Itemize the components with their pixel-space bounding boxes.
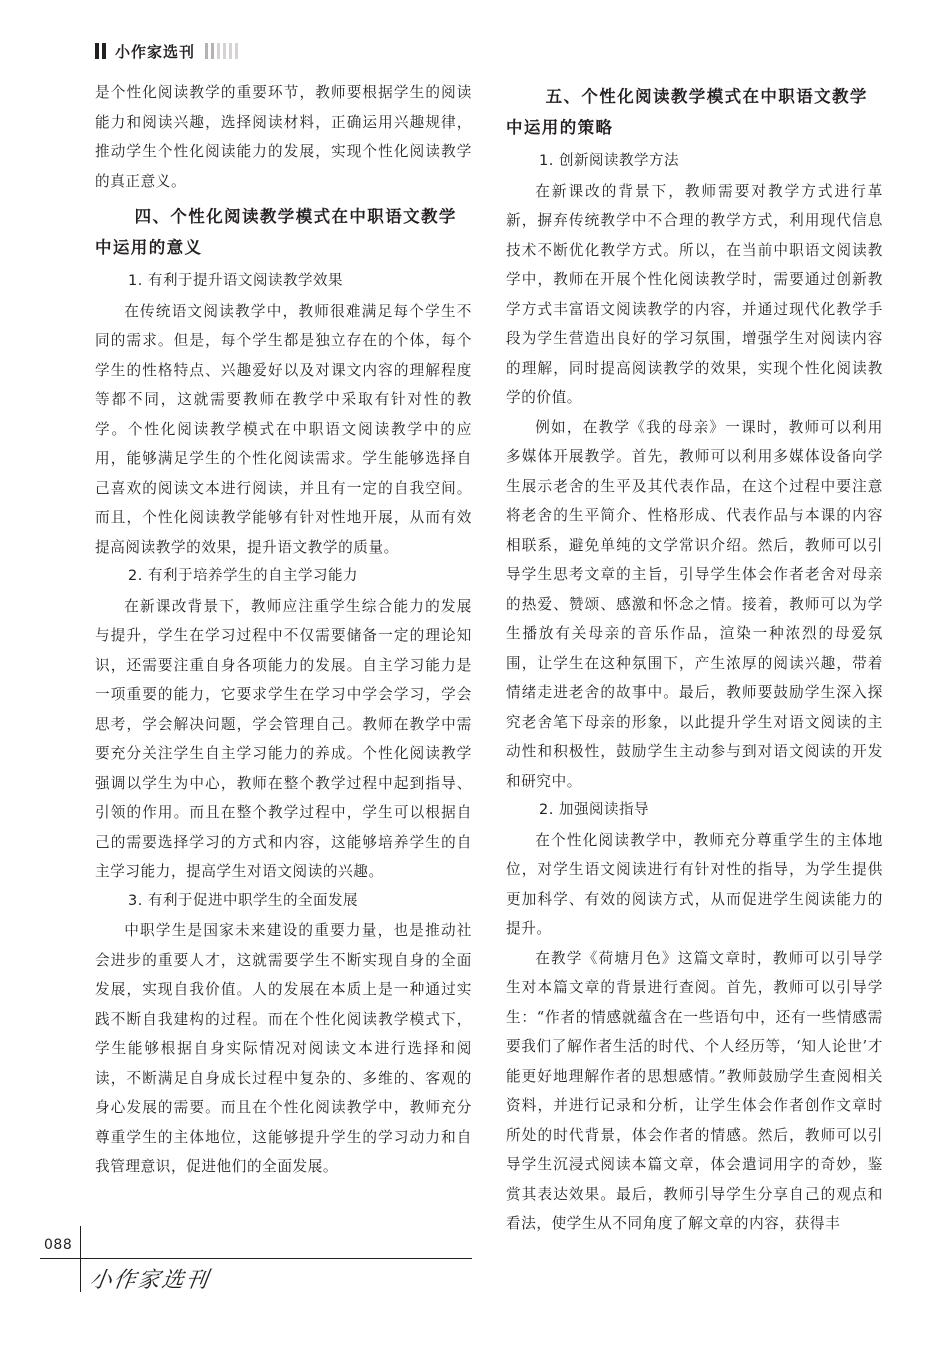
page-number: 088 bbox=[44, 1237, 73, 1253]
journal-logo: 小作家选刊 bbox=[87, 1268, 212, 1293]
subsection-2-heading: 2. 有利于培养学生的自主学习能力 bbox=[128, 568, 358, 584]
strategy-1-paragraph-2: 例如，在教学《我的母亲》一课时，教师可以利用多媒体开展教学。首先，教师可以利用多媒体设备向学生展示老舍的生平及其代表作品，在这个过程中要注意将老舍的生平简介、性格形成、代表作品与本课的内容相联系，避免单纯的文学常识介绍。然后，教师可以引导学生思考文章的主旨，引导学生体会作者老舍对母亲的热爱、赞颂、感激和怀念之情。接着，教师可以为学生播放有关母亲的音乐作品，渲染一种浓烈的母爱氛围，让学生在这种氛围下，产生浓厚的阅读兴趣，带着情绪走进老舍的故事中。最后，教师要鼓励学生深入探究老舍笔下母亲的形象，以此提升学生对语文阅读的主动性和积极性，鼓励学生主动参与到对语文阅读的开发和研究中。 bbox=[506, 418, 883, 790]
header-bars-left bbox=[95, 43, 109, 59]
footer-vertical-rule bbox=[80, 1226, 81, 1292]
right-column bbox=[506, 76, 883, 1239]
section-4-heading: 四、个性化阅读教学模式在中职语文教学中运用的意义 bbox=[95, 207, 457, 257]
footer-rule bbox=[40, 1258, 472, 1259]
header-bars-right bbox=[205, 43, 241, 59]
strategy-2-heading: 2. 加强阅读指导 bbox=[539, 802, 649, 818]
running-header bbox=[95, 40, 241, 62]
subsection-1-paragraph: 在传统语文阅读教学中，教师很难满足每个学生不同的需求。但是，每个学生都是独立存在的个体，每个学生的性格特点、兴趣爱好以及对课文内容的理解程度等都不同，这就需要教师在教学中采取有针对性的教学。个性化阅读教学模式在中职语文阅读教学中的应用，能够满足学生的个性化阅读需求。学生能够选择自己喜欢的阅读文本进行阅读，并且有一定的自我空间。而且，个性化阅读教学能够有针对性地开展，从而有效提高阅读教学的效果，提升语文教学的质量。 bbox=[95, 302, 472, 556]
left-column bbox=[95, 78, 472, 1182]
strategy-2-paragraph-1: 在个性化阅读教学中，教师充分尊重学生的主体地位，对学生语文阅读进行有针对性的指导，为学生提供更加科学、有效的阅读方式，从而促进学生阅读能力的提升。 bbox=[506, 831, 883, 937]
subsection-1-heading: 1. 有利于提升语文阅读教学效果 bbox=[128, 273, 343, 289]
strategy-1-heading: 1. 创新阅读教学方法 bbox=[539, 153, 679, 169]
strategy-1-paragraph-1: 在新课改的背景下，教师需要对教学方式进行革新，摒弃传统教学中不合理的教学方式，利用现代信息技术不断优化教学方式。所以，在当前中职语文阅读教学中，教师在开展个性化阅读教学时，需要通过创新教学方式丰富语文阅读教学的内容，并通过现代化教学手段为学生营造出良好的学习氛围，增强学生对阅读内容的理解，同时提高阅读教学的效果，实现个性化阅读教学的价值。 bbox=[506, 182, 883, 406]
subsection-3-paragraph: 中职学生是国家未来建设的重要力量，也是推动社会进步的重要人才，这就需要学生不断实现自身的全面发展，实现自我价值。人的发展在本质上是一种通过实践不断自我建构的过程。而在个性化阅读教学模式下，学生能够根据自身实际情况对阅读文本进行选择和阅读，不断满足自身成长过程中复杂的、多维的、客观的身心发展的需要。而且在个性化阅读教学中，教师充分尊重学生的主体地位，这能够提升学生的学习动力和自我管理意识，促进他们的全面发展。 bbox=[95, 922, 472, 1175]
intro-paragraph: 是个性化阅读教学的重要环节，教师要根据学生的阅读能力和阅读兴趣，选择阅读材料，正确运用兴趣规律，推动学生个性化阅读能力的发展，实现个性化阅读教学的真正意义。 bbox=[95, 84, 472, 190]
subsection-2-paragraph: 在新课改背景下，教师应注重学生综合能力的发展与提升，学生在学习过程中不仅需要储备一定的理论知识，还需要注重自身各项能力的发展。自主学习能力是一项重要的能力，它要求学生在学习中学会学习，学会思考，学会解决问题，学会管理自己。教师在教学中需要充分关注学生自主学习能力的养成。个性化阅读教学强调以学生为中心，教师在整个教学过程中起到指导、引领的作用。而且在整个教学过程中，学生可以根据自己的需要选择学习的方式和内容，这能够培养学生的自主学习能力，提高学生对语文阅读的兴趣。 bbox=[95, 597, 472, 880]
strategy-2-paragraph-2: 在教学《荷塘月色》这篇文章时，教师可以引导学生对本篇文章的背景进行查阅。首先，教师可以引导学生：“作者的情感就蕴含在一些语句中，还有一些情感需要我们了解作者生活的时代、个人经历等，‘知人论世’才能更好地理解作者的思想感情。”教师鼓励学生查阅相关资料，并进行记录和分析，让学生体会作者创作文章时所处的时代背景，体会作者的情感。然后，教师可以引导学生沉浸式阅读本篇文章，体会遣词用字的奇妙，鉴赏其表达效果。最后，教师引导学生分享自己的观点和看法，使学生从不同角度了解文章的内容，获得丰 bbox=[506, 949, 883, 1232]
journal-title: 小作家选刊 bbox=[115, 42, 196, 61]
subsection-3-heading: 3. 有利于促进中职学生的全面发展 bbox=[128, 892, 358, 909]
section-5-heading: 五、个性化阅读教学模式在中职语文教学中运用的策略 bbox=[506, 87, 868, 137]
